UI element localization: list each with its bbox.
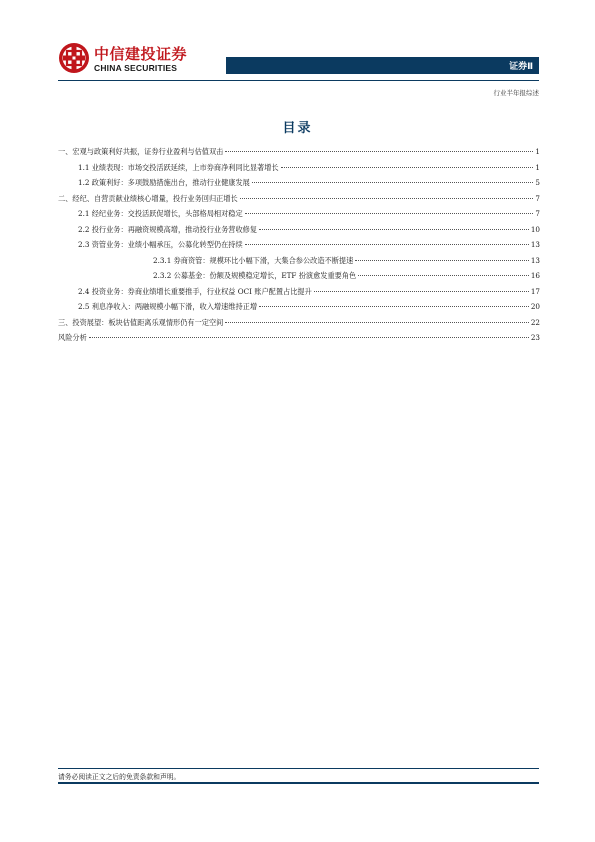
toc-entry-title: 2.5 利息净收入：两融规模小幅下滑，收入增速维持正增	[78, 302, 258, 311]
toc-entry-title: 一、宏观与政策利好共振，证券行业盈利与估值双击	[58, 147, 224, 156]
toc-entry-title: 2.3.1 券商资管：规模环比小幅下滑，大集合参公改造不断提速	[153, 255, 354, 265]
toc-entry[interactable]	[58, 206, 540, 222]
toc-entry-title: 2.3.2 公募基金：份额及规模稳定增长，ETF 扮演愈发重要角色	[153, 271, 357, 280]
toc-title: 目录	[282, 121, 313, 136]
toc-entry-page-number: 20	[530, 302, 540, 311]
toc-entry-page-number: 22	[530, 317, 540, 327]
toc-entry-page-number: 16	[530, 271, 540, 280]
toc-dot-leader	[281, 167, 534, 168]
logo-english-name: CHINA SECURITIES	[94, 63, 178, 73]
table-of-contents	[58, 144, 540, 346]
toc-entry[interactable]	[58, 191, 540, 207]
toc-dot-leader	[259, 306, 529, 307]
industry-label: 证券Ⅱ	[509, 62, 533, 72]
company-logo	[58, 42, 198, 78]
toc-entry-page-number: 7	[535, 209, 540, 218]
toc-entry-page-number: 5	[535, 178, 540, 187]
toc-entry-title: 1.2 政策利好：多项鼓励措施出台，推动行业健康发展	[78, 178, 250, 187]
toc-entry[interactable]	[58, 315, 540, 331]
toc-entry-title: 风险分析	[58, 333, 87, 342]
toc-entry-title: 二、经纪、自营贡献业绩核心增量，投行业务回归正增长	[58, 193, 238, 203]
toc-dot-leader	[225, 322, 529, 323]
toc-dot-leader	[225, 151, 533, 152]
toc-entry[interactable]	[58, 222, 540, 238]
header-banner	[226, 57, 539, 74]
toc-entry-title: 1.1 业绩表现：市场交投活跃延续，上市券商净利同比显著增长	[78, 162, 279, 172]
toc-dot-leader	[358, 275, 529, 276]
toc-dot-leader	[240, 198, 534, 199]
footer-divider	[58, 768, 539, 769]
logo-chinese-name: 中信建投证券	[94, 45, 188, 63]
toc-entry[interactable]	[58, 237, 540, 253]
toc-entry[interactable]	[58, 268, 540, 284]
toc-dot-leader	[252, 182, 534, 183]
report-type-label: 行业半年报综述	[493, 89, 539, 97]
toc-entry-page-number: 1	[535, 162, 540, 172]
toc-entry[interactable]	[58, 299, 540, 315]
toc-entry-page-number: 17	[530, 286, 540, 296]
toc-entry-title: 2.4 投资业务：券商业绩增长重要推手，行业权益 OCI 账户配置占比提升	[78, 286, 312, 296]
toc-dot-leader	[89, 337, 529, 338]
toc-entry-page-number: 13	[530, 255, 540, 265]
toc-entry-title: 2.1 经纪业务：交投活跃促增长，头部格局相对稳定	[78, 209, 243, 218]
toc-entry[interactable]	[58, 330, 540, 346]
toc-entry-page-number: 13	[530, 240, 540, 249]
toc-entry-title: 2.2 投行业务：再融资规模高增，推动投行业务营收修复	[78, 224, 258, 234]
toc-entry-page-number: 23	[530, 333, 540, 342]
footer-divider-bottom	[58, 782, 539, 784]
toc-entry[interactable]	[58, 253, 540, 269]
toc-dot-leader	[259, 229, 529, 230]
toc-entry-title: 2.3 资管业务：业绩小幅承压，公募化转型仍在持续	[78, 240, 243, 249]
toc-entry-title: 三、投资展望：板块估值距离乐观情形仍有一定空间	[58, 317, 224, 327]
toc-entry[interactable]	[58, 144, 540, 160]
toc-entry-page-number: 7	[535, 193, 540, 203]
toc-dot-leader	[245, 213, 534, 214]
citic-logo-icon	[58, 42, 90, 74]
toc-dot-leader	[245, 244, 529, 245]
toc-entry[interactable]	[58, 284, 540, 300]
toc-entry-page-number: 1	[535, 147, 540, 156]
toc-dot-leader	[314, 291, 529, 292]
toc-entry[interactable]	[58, 160, 540, 176]
footer-disclaimer: 请务必阅读正文之后的免责条款和声明。	[58, 773, 181, 781]
toc-entry[interactable]	[58, 175, 540, 191]
toc-entry-page-number: 10	[530, 224, 540, 234]
toc-dot-leader	[355, 260, 529, 261]
header-divider	[58, 80, 539, 81]
